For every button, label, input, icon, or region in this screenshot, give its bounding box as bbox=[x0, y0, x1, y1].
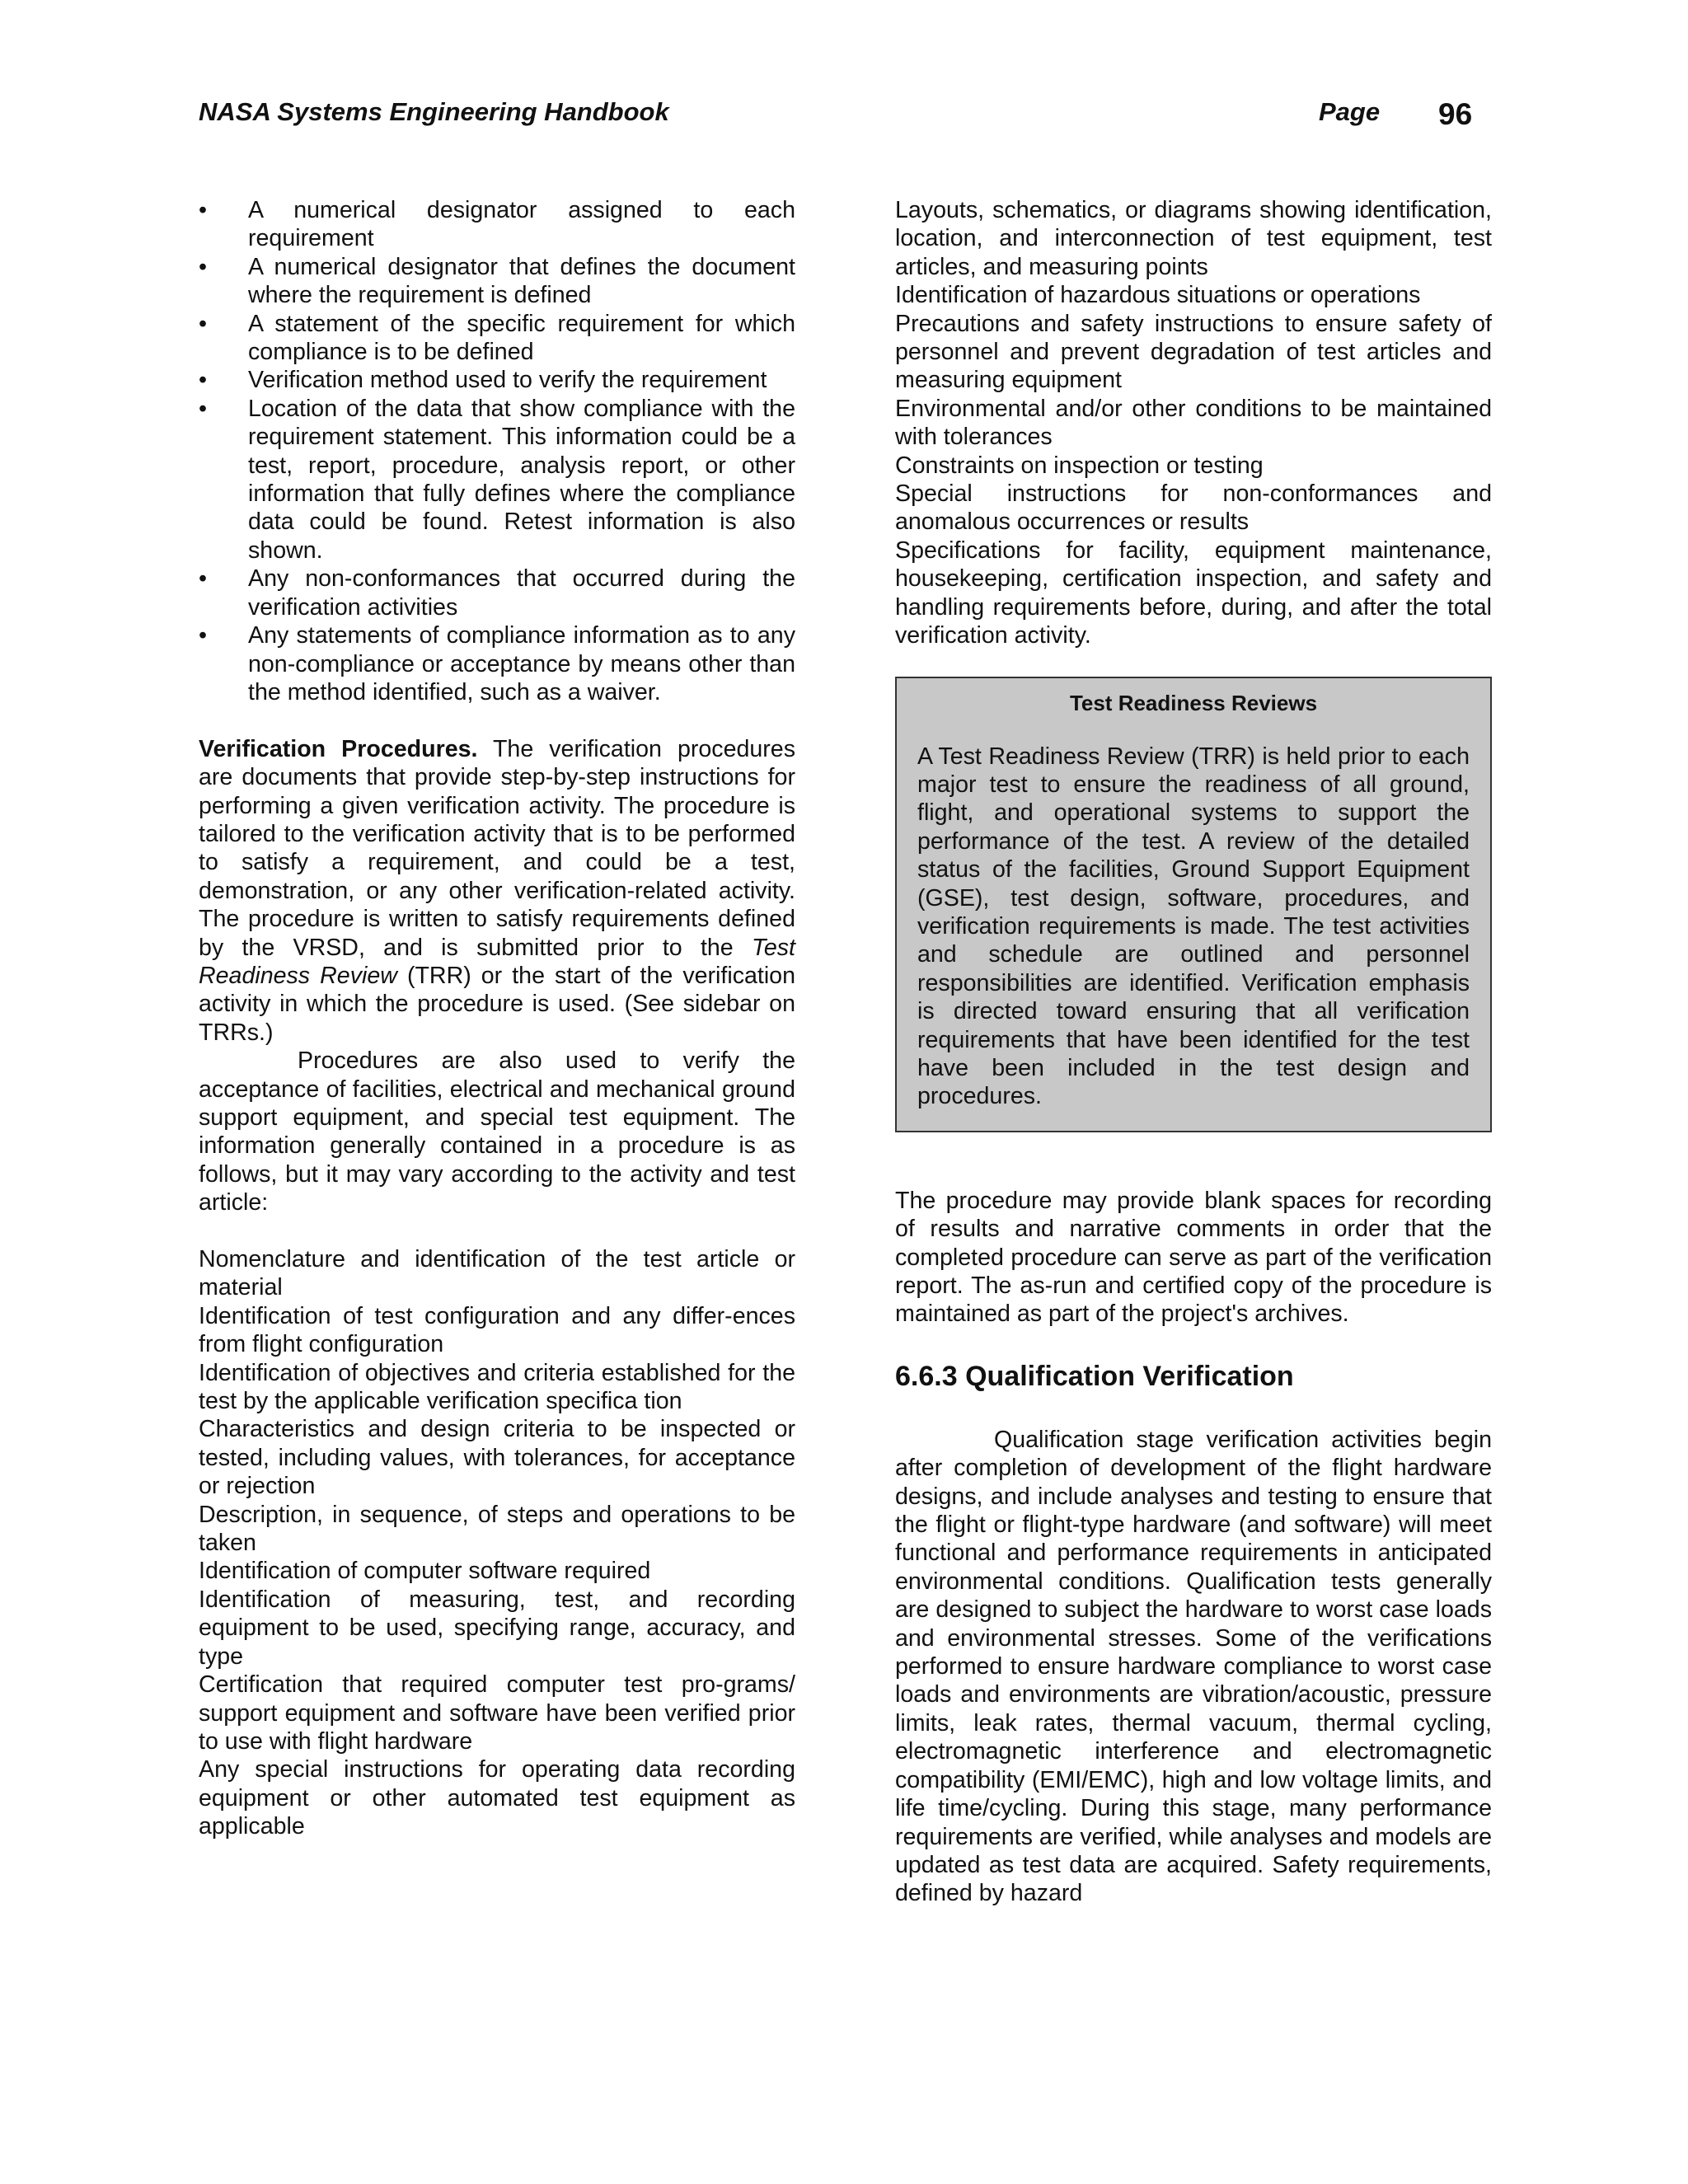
list-item: Characteristics and design criteria to be inspected or tested, including values, with tolerances, for acceptance or rejection bbox=[199, 1416, 795, 1500]
header-page-number: 96 bbox=[1438, 97, 1473, 131]
procedure-blank-spaces-paragraph: The procedure may provide blank spaces for recording of results and narrative comments in order that the completed procedure can serve as part of the verification report. The as-run and certified copy of the procedure is maintained as part of the project's archives. bbox=[895, 1187, 1492, 1328]
list-item: Identification of measuring, test, and recording equipment to be used, specifying range, accuracy, and type bbox=[199, 1586, 795, 1670]
bullet-item: • A numerical designator assigned to each requirement bbox=[199, 196, 795, 253]
trr-sidebar-box bbox=[895, 677, 1492, 1132]
qualification-paragraph: Qualification stage verification activities begin after completion of development of the flight hardware designs, and include analyses and testing to ensure that the flight or flight-type hardware (and software) will meet functional and performance requirements in anticipated environmental conditions. Qualification tests generally are designed to subject the hardware to worst case loads and environmental stresses. Some of the verifications performed to ensure hardware compliance to worst case loads and environments are vibration/acoustic, pressure limits, leak rates, thermal vacuum, thermal cycling, electromagnetic interference and electromagnetic compatibility (EMI/EMC), high and low voltage limits, and life time/cycling. During this stage, many performance requirements are verified, while analyses and models are updated as test data are acquired. Safety requirements, defined by hazard bbox=[895, 1426, 1492, 1907]
bullet-item: • Any non-conformances that occurred during the verification activities bbox=[199, 565, 795, 621]
procedures-text-2: (TRR) or the start of the verification activity in which the procedure is used. (See sidebar on TRRs.) bbox=[199, 962, 795, 1046]
list-item: Identification of test configuration and any differ-ences from flight configuration bbox=[199, 1302, 795, 1358]
procedures-italic-term: Test Readiness Review bbox=[199, 934, 795, 989]
list-item: Nomenclature and identification of the test article or material bbox=[199, 1246, 795, 1301]
list-item: Identification of hazardous situations or operations bbox=[895, 282, 1421, 309]
list-item: Identification of objectives and criteria established for the test by the applicable verification specifica tion bbox=[199, 1359, 795, 1415]
header-title: NASA Systems Engineering Handbook bbox=[199, 97, 669, 126]
left-column bbox=[199, 196, 795, 1841]
section-heading: 6.6.3 Qualification Verification bbox=[895, 1360, 1294, 1392]
bullet-item: • Any statements of compliance information as to any non-compliance or acceptance by means other than the method identified, such as a waiver. bbox=[199, 621, 795, 706]
sidebar-body: A Test Readiness Review (TRR) is held prior to each major test to ensure the readiness of all ground, flight, and operational systems to support the performance of the test. A review of the detailed status of the facilities, Ground Support Equipment (GSE), test design, software, procedures, and verification requirements is made. The test activities and schedule are outlined and personnel responsibilities are identified. Verification emphasis is directed toward ensuring that all verification requirements that have been identified for the test have been included in the test design and procedures. bbox=[917, 743, 1470, 1110]
sidebar-title: Test Readiness Reviews bbox=[1069, 690, 1318, 715]
bullet-item: • A numerical designator that defines the document where the requirement is defined bbox=[199, 253, 795, 310]
list-item: Description, in sequence, of steps and operations to be taken bbox=[199, 1501, 795, 1557]
procedures-text-1: The verification procedures are documents that provide step-by-step instructions for performing a given verification activity. The procedure is tailored to the verification activity that is to be performed to satisfy a requirement, and could be a test, demonstration, or any other verification-related activity. The procedure is written to satisfy requirements defined by the VRSD, and is submitted prior to the bbox=[199, 735, 795, 961]
list-item: Identification of computer software required bbox=[199, 1558, 651, 1585]
list-item: Certification that required computer test pro-grams/ support equipment and software have been verified prior to use with flight hardware bbox=[199, 1671, 795, 1755]
right-column bbox=[895, 196, 1492, 1908]
list-item: Special instructions for non-conformances and anomalous occurrences or results bbox=[895, 480, 1492, 536]
list-item: Precautions and safety instructions to ensure safety of personnel and prevent degradation of test articles and measuring equipment bbox=[895, 310, 1492, 394]
bullet-item: • Location of the data that show compliance with the requirement statement. This information could be a test, report, procedure, analysis report, or other information that fully defines where the compliance data could be found. Retest information is also shown. bbox=[199, 395, 795, 565]
list-item: Any special instructions for operating data recording equipment or other automated test equipment as applicable bbox=[199, 1756, 795, 1840]
list-item: Environmental and/or other conditions to be maintained with tolerances bbox=[895, 395, 1492, 451]
list-item: Specifications for facility, equipment maintenance, housekeeping, certification inspection, and safety and handling requirements before, during, and after the total verification activity. bbox=[895, 537, 1492, 649]
procedures-paragraph bbox=[199, 735, 795, 1047]
procedures-paragraph-2: Procedures are also used to verify the acceptance of facilities, electrical and mechanical ground support equipment, and special test equipment. The information generally contained in a procedure is as follows, but it may vary according to the activity and test article: bbox=[199, 1047, 795, 1216]
bullet-item: • Verification method used to verify the requirement bbox=[199, 366, 795, 394]
list-item: Constraints on inspection or testing bbox=[895, 452, 1264, 479]
requirement-bullet-list bbox=[199, 196, 795, 706]
procedures-heading: Verification Procedures. bbox=[199, 735, 478, 762]
bullet-item: • A statement of the specific requirement for which compliance is to be defined bbox=[199, 310, 795, 367]
list-item: Layouts, schematics, or diagrams showing identification, location, and interconnection of test equipment, test articles, and measuring points bbox=[895, 197, 1492, 280]
header-page-label: Page bbox=[1319, 97, 1381, 126]
